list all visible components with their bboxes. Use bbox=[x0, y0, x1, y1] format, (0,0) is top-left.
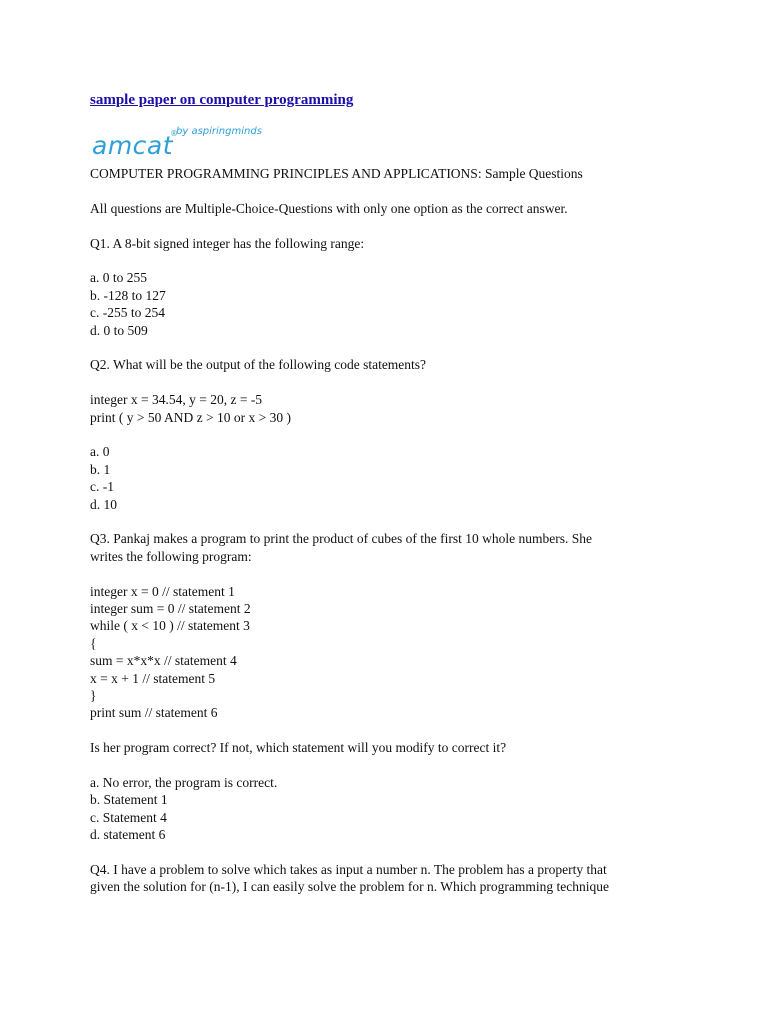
logo-wordmark: amcat bbox=[92, 131, 174, 160]
q3-code-line: sum = x*x*x // statement 4 bbox=[90, 653, 237, 669]
q2-code bbox=[90, 391, 730, 426]
q3-option-d: d. statement 6 bbox=[90, 827, 166, 843]
q2-option-c: c. -1 bbox=[90, 479, 114, 495]
q3-question bbox=[90, 530, 730, 565]
q4-question-line: Q4. I have a problem to solve which takes as input a number n. The problem has a property that bbox=[90, 862, 607, 878]
document-page bbox=[90, 90, 730, 896]
q3-question-line: Q3. Pankaj makes a program to print the product of cubes of the first 10 whole numbers. She bbox=[90, 531, 593, 547]
q1-question: Q1. A 8-bit signed integer has the following range: bbox=[90, 235, 365, 251]
q3-code-line: while ( x < 10 ) // statement 3 bbox=[90, 618, 250, 634]
q3-code-line: print sum // statement 6 bbox=[90, 705, 218, 721]
logo-tagline: by aspiringminds bbox=[176, 126, 262, 137]
intro-text: All questions are Multiple-Choice-Questions with only one option as the correct answer. bbox=[90, 200, 568, 216]
q3-options bbox=[90, 774, 730, 844]
logo-registered-mark: ® bbox=[170, 129, 178, 138]
q4-question bbox=[90, 861, 730, 896]
q3-code bbox=[90, 583, 730, 722]
q3-code-line: integer x = 0 // statement 1 bbox=[90, 583, 235, 599]
q3-code-line: x = x + 1 // statement 5 bbox=[90, 670, 216, 686]
q1-option-b: b. -128 to 127 bbox=[90, 287, 166, 303]
section-heading: COMPUTER PROGRAMMING PRINCIPLES AND APPLICATIONS: Sample Questions bbox=[90, 166, 583, 181]
document-title-link[interactable]: sample paper on computer programming bbox=[90, 92, 354, 108]
q3-followup: Is her program correct? If not, which statement will you modify to correct it? bbox=[90, 740, 507, 756]
q1-options bbox=[90, 269, 730, 339]
q2-options bbox=[90, 443, 730, 513]
q1-option-c: c. -255 to 254 bbox=[90, 305, 165, 321]
q3-code-line: } bbox=[90, 688, 97, 704]
q2-question: Q2. What will be the output of the following code statements? bbox=[90, 357, 427, 373]
q3-code-line: { bbox=[90, 635, 97, 651]
q3-option-c: c. Statement 4 bbox=[90, 809, 167, 825]
q2-code-line: integer x = 34.54, y = 20, z = -5 bbox=[90, 392, 263, 408]
q1-option-d: d. 0 to 509 bbox=[90, 322, 148, 338]
q2-option-a: a. 0 bbox=[90, 444, 110, 460]
q1-option-a: a. 0 to 255 bbox=[90, 270, 147, 286]
q3-code-line: integer sum = 0 // statement 2 bbox=[90, 601, 251, 617]
q3-question-line: writes the following program: bbox=[90, 548, 252, 564]
q2-option-d: d. 10 bbox=[90, 496, 117, 512]
q3-option-a: a. No error, the program is correct. bbox=[90, 775, 278, 791]
q2-code-line: print ( y > 50 AND z > 10 or x > 30 ) bbox=[90, 409, 291, 425]
q3-option-b: b. Statement 1 bbox=[90, 792, 168, 808]
q4-question-line: given the solution for (n-1), I can easily solve the problem for n. Which programming technique bbox=[90, 879, 609, 895]
amcat-logo bbox=[90, 127, 270, 163]
q2-option-b: b. 1 bbox=[90, 461, 111, 477]
